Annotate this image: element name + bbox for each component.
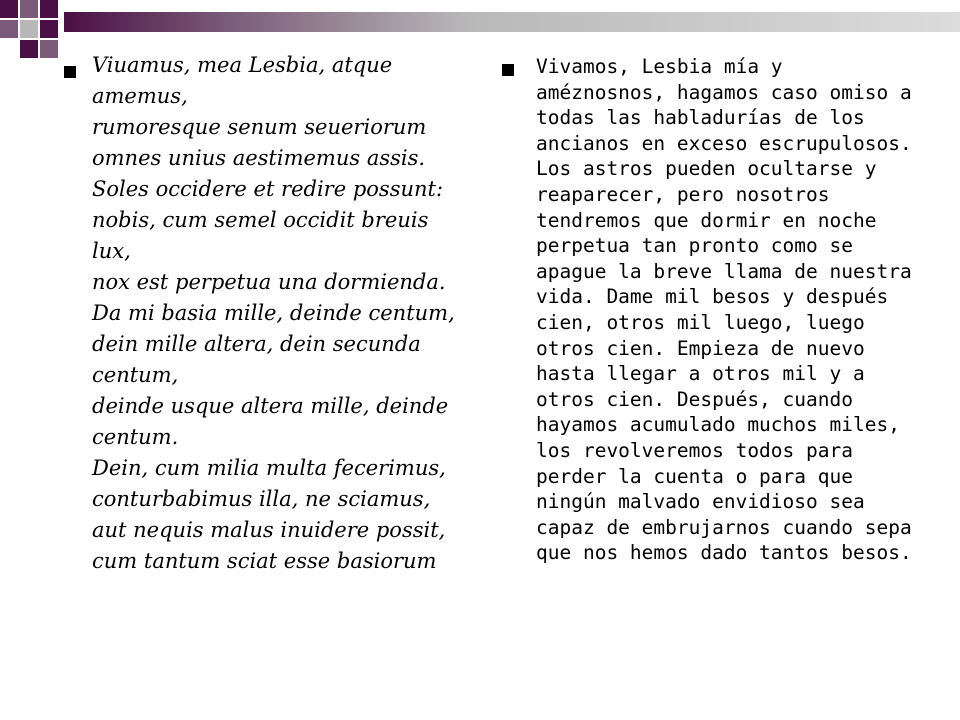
- poem-line: nobis, cum semel occidit breuis lux,: [92, 208, 429, 263]
- latin-poem-column: [58, 50, 468, 577]
- poem-line: centum.: [92, 425, 179, 449]
- deco-square: [40, 40, 58, 58]
- poem-line: dein mille altera, dein secunda: [92, 332, 421, 356]
- poem-line: amemus,: [92, 84, 188, 108]
- deco-square: [0, 0, 18, 18]
- latin-poem: [92, 50, 468, 577]
- poem-line: centum,: [92, 363, 179, 387]
- poem-line: omnes unius aestimemus assis.: [92, 146, 426, 170]
- deco-square: [20, 40, 38, 58]
- gradient-band: [64, 12, 960, 32]
- poem-line: Da mi basia mille, deinde centum,: [92, 301, 455, 325]
- spanish-translation-text: Vivamos, Lesbia mía y améznosnos, hagamos caso omiso a todas las habladurías de los ancianos en exceso escrupulosos. Los astros pueden ocultarse y reaparecer, pero nosotros tendremos que dormir en noche perpetua tan pronto como se apague la breve llama de nuestra vida. Dame mil besos y después cien, otros mil luego, luego otros cien. Empieza de nuevo hasta llegar a otros mil y a otros cien. Después, cuando hayamos acumulado muchos miles, los revolveremos todos para perder la cuenta o para que ningún malvado envidioso sea capaz de embrujarnos cuando sepa que nos hemos dado tantos besos.: [536, 55, 912, 565]
- poem-line: cum tantum sciat esse basiorum: [92, 549, 437, 573]
- spanish-translation-column: [494, 54, 914, 566]
- poem-line: Dein, cum milia multa fecerimus,: [92, 456, 446, 480]
- poem-line: nox est perpetua una dormienda.: [92, 270, 446, 294]
- poem-line: conturbabimus illa, ne sciamus,: [92, 487, 431, 511]
- poem-line: Viuamus, mea Lesbia, atque: [92, 53, 393, 77]
- poem-line: aut nequis malus inuidere possit,: [92, 518, 446, 542]
- bullet-square-icon: [64, 66, 76, 78]
- deco-square: [40, 20, 58, 38]
- poem-line: rumoresque senum seueriorum: [92, 115, 427, 139]
- deco-square: [20, 20, 38, 38]
- bullet-square-icon: [502, 64, 514, 76]
- poem-line: deinde usque altera mille, deinde: [92, 394, 449, 418]
- poem-line: Soles occidere et redire possunt:: [92, 177, 444, 201]
- deco-square: [40, 0, 58, 18]
- deco-square: [20, 0, 38, 18]
- deco-square: [0, 20, 18, 38]
